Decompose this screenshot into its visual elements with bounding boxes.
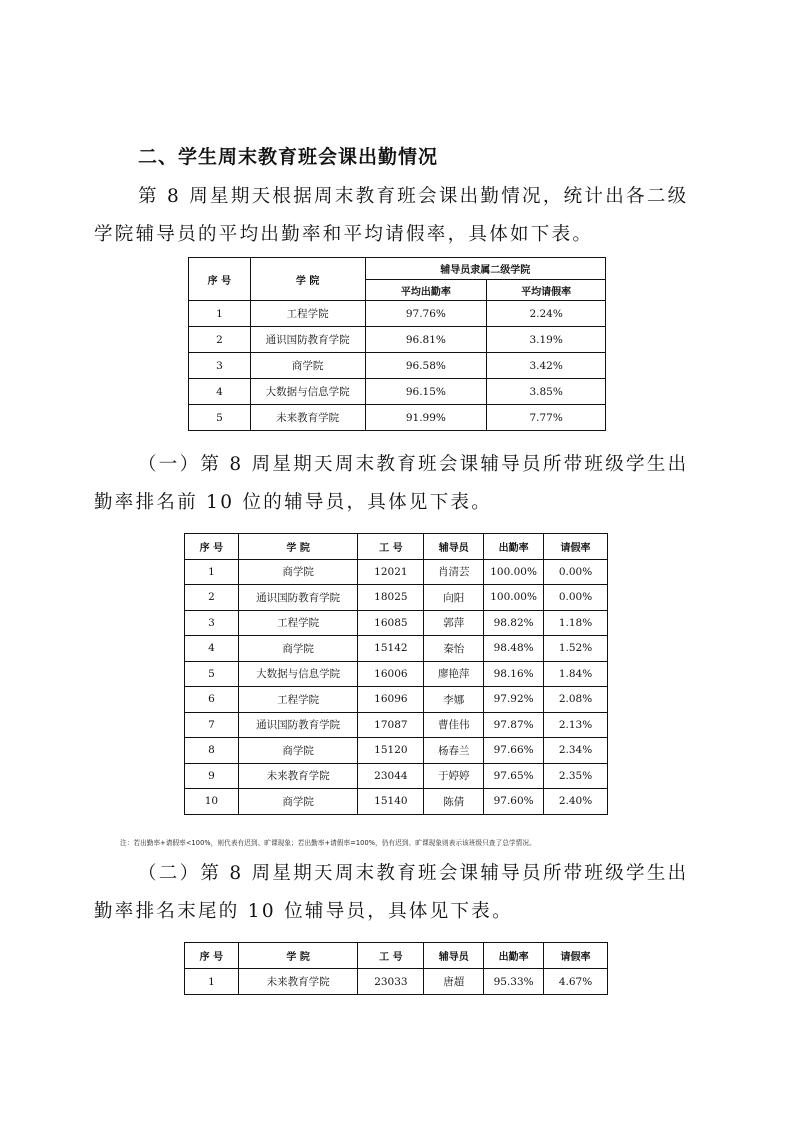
table-row	[189, 301, 606, 327]
header-group: 辅导员隶属二级学院	[365, 258, 606, 280]
table-cell: 李娜	[424, 687, 484, 713]
table-row	[185, 661, 608, 687]
table-cell: 15120	[358, 738, 424, 764]
table-cell: 2.24%	[487, 301, 606, 327]
table-cell: 2.13%	[544, 712, 608, 738]
table-cell: 15140	[358, 789, 424, 815]
table-row	[189, 353, 606, 379]
column-header: 工 号	[358, 943, 424, 969]
column-header: 学 院	[238, 943, 358, 969]
table-cell: 18025	[358, 585, 424, 611]
table-row	[189, 405, 606, 431]
table-cell: 98.48%	[484, 636, 544, 662]
table-cell: 1.52%	[544, 636, 608, 662]
paragraph-line: 勤率排名末尾的 10 位辅导员，具体见下表。	[94, 901, 513, 922]
table-cell: 工程学院	[238, 610, 358, 636]
column-header: 序 号	[185, 534, 239, 560]
table-cell: 于婷婷	[424, 763, 484, 789]
table-cell: 2	[189, 327, 251, 353]
table-cell: 10	[185, 789, 239, 815]
table-cell: 2.34%	[544, 738, 608, 764]
table-cell: 未来教育学院	[250, 405, 365, 431]
table-cell: 唐超	[424, 969, 484, 995]
table-cell: 3.19%	[487, 327, 606, 353]
header-index: 序 号	[189, 258, 251, 301]
table-cell: 1.84%	[544, 661, 608, 687]
table-cell: 8	[185, 738, 239, 764]
table-cell: 1	[185, 969, 239, 995]
table-cell: 96.81%	[365, 327, 487, 353]
table-cell: 97.76%	[365, 301, 487, 327]
table-cell: 3.85%	[487, 379, 606, 405]
column-header: 学 院	[238, 534, 358, 560]
table-cell: 96.15%	[365, 379, 487, 405]
table-header-row	[185, 534, 608, 560]
table-cell: 12021	[358, 559, 424, 585]
table-cell: 工程学院	[250, 301, 365, 327]
table-cell: 9	[185, 763, 239, 789]
table-row	[185, 712, 608, 738]
table-cell: 工程学院	[238, 687, 358, 713]
table-cell: 95.33%	[484, 969, 544, 995]
table-cell: 7.77%	[487, 405, 606, 431]
table-cell: 郭萍	[424, 610, 484, 636]
table-cell: 1	[189, 301, 251, 327]
table-cell: 5	[185, 661, 239, 687]
table-row	[185, 763, 608, 789]
column-header: 序 号	[185, 943, 239, 969]
table-cell: 肖清芸	[424, 559, 484, 585]
table-cell: 商学院	[238, 559, 358, 585]
top10-table	[184, 533, 608, 815]
table-row	[189, 327, 606, 353]
table-cell: 91.99%	[365, 405, 487, 431]
table-cell: 1.18%	[544, 610, 608, 636]
table-cell: 98.16%	[484, 661, 544, 687]
table-cell: 商学院	[250, 353, 365, 379]
column-header: 请假率	[544, 943, 608, 969]
footnote: 注：若出勤率+请假率<100%，则代表有迟到、旷课现象；若出勤率+请假率=100%，仍有迟到、旷课现象则表示该班级只查了总学情况。	[120, 839, 536, 847]
table-cell: 2.35%	[544, 763, 608, 789]
table-cell: 3	[189, 353, 251, 379]
table-cell: 7	[185, 712, 239, 738]
column-header: 出勤率	[484, 943, 544, 969]
table-cell: 2.40%	[544, 789, 608, 815]
header-college: 学 院	[250, 258, 365, 301]
table-cell: 98.82%	[484, 610, 544, 636]
bottom10-paragraph	[94, 855, 718, 931]
table-cell: 100.00%	[484, 585, 544, 611]
table-cell: 未来教育学院	[238, 969, 358, 995]
table-row	[185, 687, 608, 713]
table-cell: 97.92%	[484, 687, 544, 713]
paragraph-line: 学院辅导员的平均出勤率和平均请假率，具体如下表。	[94, 224, 594, 245]
table-cell: 97.65%	[484, 763, 544, 789]
table-cell: 23044	[358, 763, 424, 789]
table-cell: 曹佳伟	[424, 712, 484, 738]
table-cell: 4	[189, 379, 251, 405]
column-header: 辅导员	[424, 943, 484, 969]
section-heading: 二、学生周末教育班会课出勤情况	[138, 146, 439, 168]
table-cell: 100.00%	[484, 559, 544, 585]
paragraph-line: （一）第 8 周星期天周末教育班会课辅导员所带班级学生出	[138, 454, 689, 475]
column-header: 工 号	[358, 534, 424, 560]
table-row	[185, 559, 608, 585]
intro-paragraph	[94, 178, 718, 254]
table-cell: 秦怡	[424, 636, 484, 662]
table-header-row	[185, 943, 608, 969]
table-cell: 16085	[358, 610, 424, 636]
college-average-table	[188, 257, 606, 431]
table-cell: 商学院	[238, 789, 358, 815]
header-avg-attendance: 平均出勤率	[365, 280, 487, 301]
table-cell: 4	[185, 636, 239, 662]
table-cell: 杨春兰	[424, 738, 484, 764]
table-row	[185, 969, 608, 995]
table-cell: 通识国防教育学院	[250, 327, 365, 353]
table-cell: 2	[185, 585, 239, 611]
table-cell: 5	[189, 405, 251, 431]
table-cell: 15142	[358, 636, 424, 662]
table-cell: 0.00%	[544, 585, 608, 611]
table-cell: 陈倩	[424, 789, 484, 815]
top10-paragraph	[94, 446, 718, 522]
column-header: 辅导员	[424, 534, 484, 560]
table-cell: 3.42%	[487, 353, 606, 379]
table-row	[185, 610, 608, 636]
table-cell: 16096	[358, 687, 424, 713]
table-cell: 6	[185, 687, 239, 713]
paragraph-line: （二）第 8 周星期天周末教育班会课辅导员所带班级学生出	[138, 863, 689, 884]
table-cell: 17087	[358, 712, 424, 738]
paragraph-line: 勤率排名前 10 位的辅导员，具体见下表。	[94, 492, 493, 513]
table-cell: 4.67%	[544, 969, 608, 995]
table-cell: 23033	[358, 969, 424, 995]
table-row	[189, 379, 606, 405]
paragraph-line: 第 8 周星期天根据周末教育班会课出勤情况，统计出各二级	[138, 186, 689, 207]
table-row	[185, 789, 608, 815]
table-row	[185, 585, 608, 611]
table-cell: 3	[185, 610, 239, 636]
table-cell: 通识国防教育学院	[238, 585, 358, 611]
table-cell: 通识国防教育学院	[238, 712, 358, 738]
table-cell: 大数据与信息学院	[238, 661, 358, 687]
table-cell: 商学院	[238, 636, 358, 662]
table-cell: 97.60%	[484, 789, 544, 815]
table-cell: 2.08%	[544, 687, 608, 713]
table-cell: 商学院	[238, 738, 358, 764]
table-cell: 16006	[358, 661, 424, 687]
table-cell: 向阳	[424, 585, 484, 611]
header-avg-leave: 平均请假率	[487, 280, 606, 301]
table-row	[185, 738, 608, 764]
table-row	[185, 636, 608, 662]
table-cell: 97.87%	[484, 712, 544, 738]
table-cell: 96.58%	[365, 353, 487, 379]
table-cell: 大数据与信息学院	[250, 379, 365, 405]
table-cell: 0.00%	[544, 559, 608, 585]
table-cell: 未来教育学院	[238, 763, 358, 789]
table-cell: 廖艳萍	[424, 661, 484, 687]
bottom10-table	[184, 942, 608, 995]
table-cell: 1	[185, 559, 239, 585]
column-header: 出勤率	[484, 534, 544, 560]
table-cell: 97.66%	[484, 738, 544, 764]
column-header: 请假率	[544, 534, 608, 560]
